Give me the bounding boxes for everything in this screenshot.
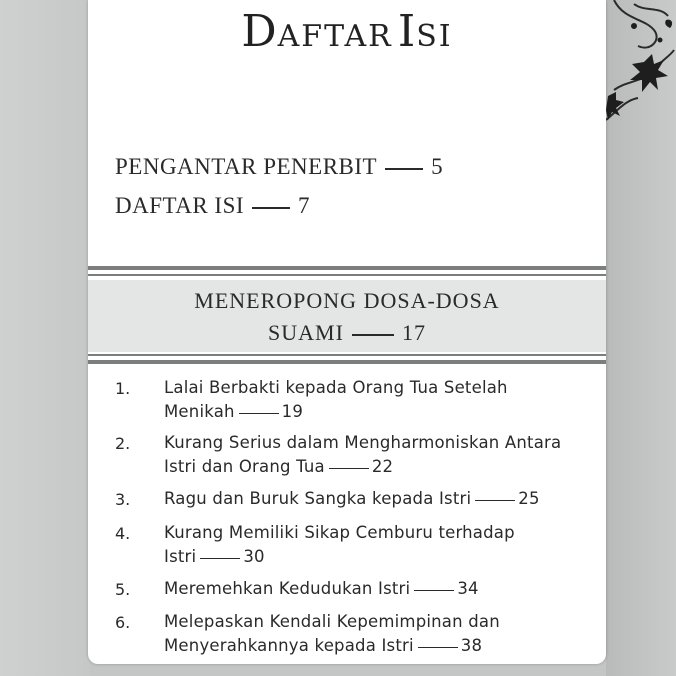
leader-line [329,468,369,469]
item-line2: Istri 30 [164,547,265,566]
item-line1: Kurang Memiliki Sikap Cemburu terhadap [164,523,515,542]
toc-item[interactable] [164,521,584,569]
item-line1: Lalai Berbakti kepada Orang Tua Setelah [164,378,508,397]
leader-line [475,500,515,501]
entry-label: PENGANTAR PENERBIT [115,154,378,179]
title-cap-d: D [241,6,278,57]
item-page: 25 [518,489,540,508]
band-rule-top-thin [88,274,606,276]
item-page: 38 [460,636,483,655]
leader-line [252,207,290,209]
item-number: 6. [115,613,131,632]
item-line1: Ragu dan Buruk Sangka kepada Istri 25 [164,489,540,508]
item-line2: Istri dan Orang Tua 22 [164,457,394,476]
toc-item[interactable] [164,376,584,424]
toc-item[interactable] [164,487,584,511]
leader-line [239,413,279,414]
toc-page [88,0,606,664]
item-page: 22 [371,457,394,476]
title-cap-i: I [397,6,417,57]
entry-page: 5 [431,154,444,179]
item-number: 3. [115,490,131,509]
item-page: 30 [243,547,265,566]
leader-line [418,647,458,648]
toc-item[interactable] [164,431,584,479]
background-left [0,0,90,676]
chapter-band [88,266,606,366]
band-rule-bottom [88,360,606,364]
page-title [88,6,606,57]
leader-line [414,590,454,591]
front-matter-entry[interactable] [115,154,443,180]
item-page: 34 [457,579,479,598]
chapter-title-word: SUAMI [268,320,344,345]
item-number: 2. [115,434,131,453]
leader-line [352,334,394,336]
band-rule-bottom-thin [88,354,606,356]
item-line2: Menikah 19 [164,402,304,421]
item-page: 19 [281,402,304,421]
item-number: 1. [115,379,131,398]
entry-label: DAFTAR ISI [115,193,245,218]
leader-line [200,558,240,559]
item-number: 5. [115,580,131,599]
front-matter-entry[interactable] [115,193,310,219]
title-rest-daftar: AFTAR [277,19,393,54]
chapter-page: 17 [401,320,426,345]
band-rule-top [88,266,606,270]
item-line1: Meremehkan Kedudukan Istri 34 [164,579,479,598]
title-rest-isi: SI [416,19,453,54]
entry-page: 7 [298,193,311,218]
floral-ornament-icon [604,0,676,140]
chapter-title-line1[interactable]: MENEROPONG DOSA-DOSA [194,288,500,313]
leader-line [385,168,423,170]
toc-item[interactable] [164,577,584,601]
chapter-title-line2[interactable] [88,320,606,346]
item-line2: Menyerahkannya kepada Istri 38 [164,636,483,655]
toc-item[interactable] [164,610,584,658]
item-line1: Melepaskan Kendali Kepemimpinan dan [164,612,500,631]
item-number: 4. [115,524,131,543]
item-line1: Kurang Serius dalam Mengharmoniskan Antara [164,433,562,452]
